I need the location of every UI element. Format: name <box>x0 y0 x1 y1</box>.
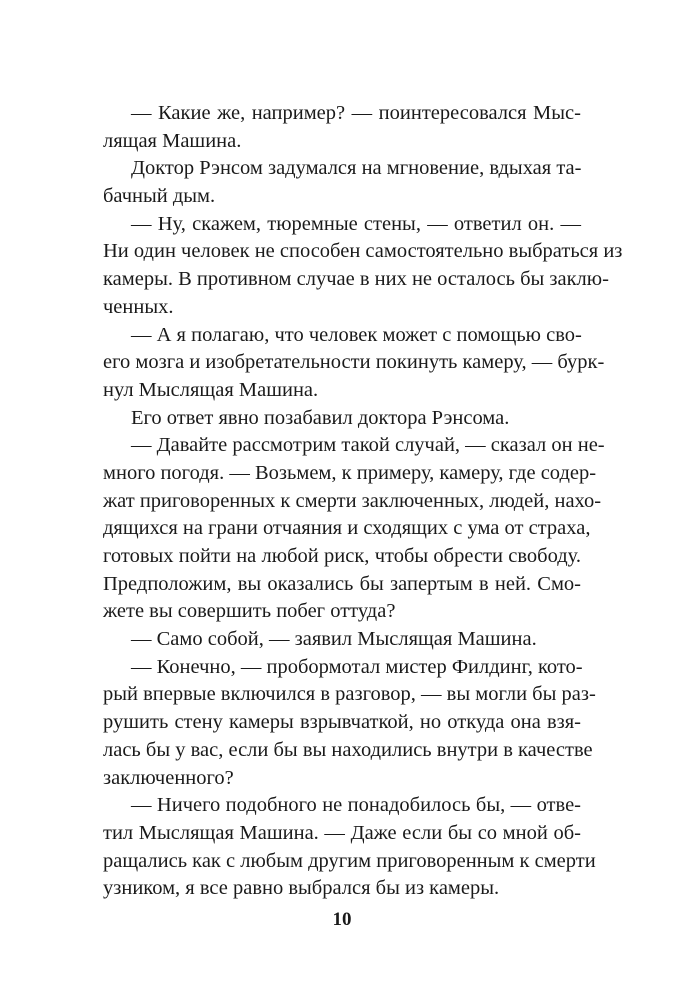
text-line: жат приговоренных к смерти заключенных, людей, нахо- <box>103 489 602 512</box>
text-line: камеры. В противном случае в них не осталось бы заклю- <box>103 268 609 291</box>
text-line: — Ну, скажем, тюремные стены, — ответил он. — <box>131 212 581 235</box>
text-line: рушить стену камеры взрывчаткой, но откуда она взя- <box>103 711 581 734</box>
text-line: дящихся на грани отчаяния и сходящих с ума от страха, <box>103 517 591 540</box>
text-line: ченных. <box>103 295 174 318</box>
text-line: лящая Машина. <box>103 129 242 152</box>
text-line: рый впервые включился в разговор, — вы могли бы раз- <box>103 683 596 706</box>
text-line: Доктор Рэнсом задумался на мгновение, вдыхая та- <box>131 157 582 180</box>
text-line: Предположим, вы оказались бы запертым в ней. Смо- <box>103 572 581 595</box>
text-line: лась бы у вас, если бы вы находились внутри в качестве <box>103 738 593 761</box>
text-line: — Какие же, например? — поинтересовался Мыс- <box>131 102 581 124</box>
text-line: — Давайте рассмотрим такой случай, — сказал он не- <box>131 434 605 457</box>
text-line: много погодя. — Возьмем, к примеру, камеру, где содер- <box>103 461 597 484</box>
body-text <box>103 100 623 903</box>
text-line: Ни один человек не способен самостоятельно выбраться из <box>103 240 623 263</box>
text-line: Его ответ явно позабавил доктора Рэнсома. <box>131 406 510 429</box>
text-line: заключенного? <box>103 766 234 789</box>
page-number: 10 <box>332 909 352 930</box>
text-line: готовых пойти на любой риск, чтобы обрести свободу. <box>103 545 581 567</box>
text-line: — А я полагаю, что человек может с помощью сво- <box>131 323 582 346</box>
text-line: ращались как с любым другим приговоренным к смерти <box>103 849 596 872</box>
text-line: узником, я все равно выбрался бы из камеры. <box>103 877 500 900</box>
text-line: бачный дым. <box>103 185 216 208</box>
text-line: — Ничего подобного не понадобилось бы, — отве- <box>131 794 581 817</box>
text-line: нул Мыслящая Машина. <box>103 378 319 401</box>
text-line: — Само собой, — заявил Мыслящая Машина. <box>131 628 537 651</box>
text-line: тил Мыслящая Машина. — Даже если бы со мной об- <box>103 821 581 844</box>
text-line: его мозга и изобретательности покинуть камеру, — бурк- <box>103 351 605 374</box>
text-line: — Конечно, — пробормотал мистер Филдинг, кото- <box>131 655 583 678</box>
text-line: жете вы совершить побег оттуда? <box>103 600 396 623</box>
